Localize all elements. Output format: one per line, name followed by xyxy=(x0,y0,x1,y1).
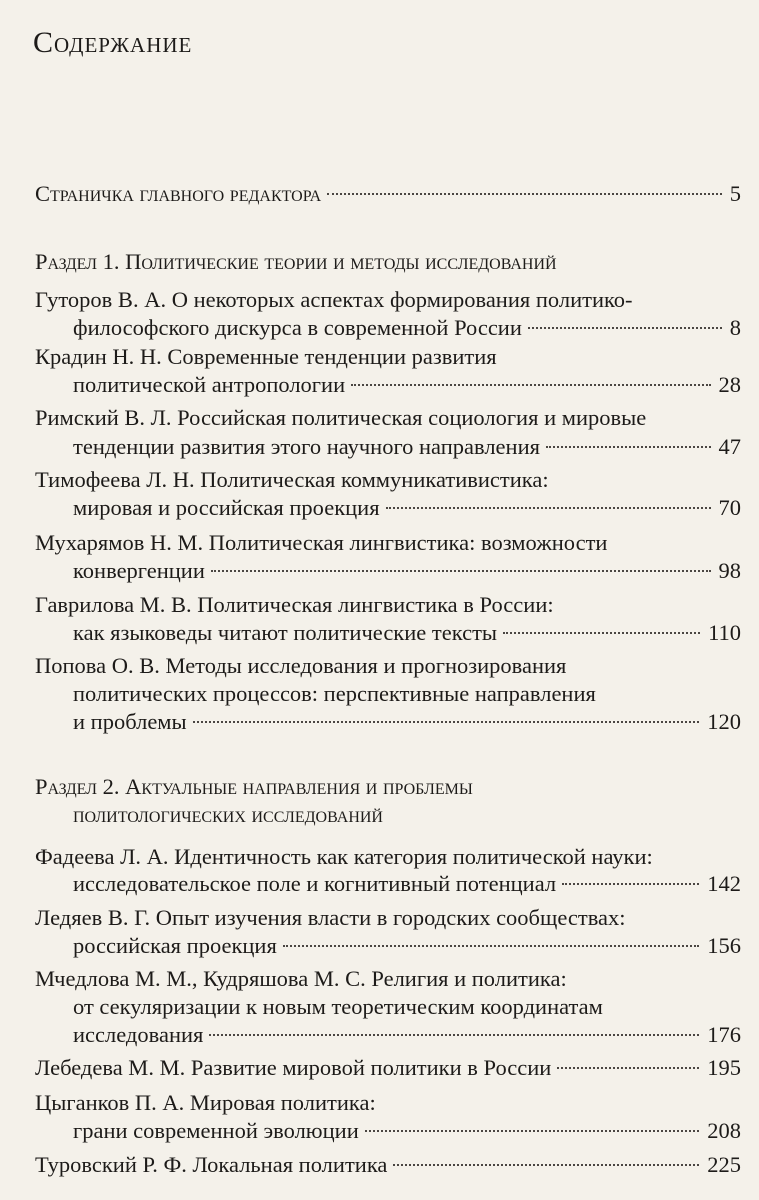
toc-entry-3-line-2[interactable] xyxy=(73,433,741,461)
dot-leader xyxy=(327,193,722,195)
dot-leader xyxy=(211,570,711,572)
page-number: 5 xyxy=(729,181,741,206)
toc-entry-5-line-2[interactable] xyxy=(73,557,741,585)
entry-title: как языковеды читают политические тексты xyxy=(73,620,498,645)
entry-title: тенденции развития этого научного направления xyxy=(73,434,540,459)
entry-title: исследования xyxy=(73,1022,204,1047)
dot-leader xyxy=(503,632,700,634)
entry-title: философского дискурса в современной России xyxy=(73,315,522,340)
toc-entry-9-line-2[interactable] xyxy=(73,932,741,960)
toc-entry-7-line-2[interactable]: политических процессов: перспективные направления xyxy=(73,681,596,706)
toc-entry-2-line-1[interactable]: Крадин Н. Н. Современные тенденции развития xyxy=(35,344,497,369)
entry-title: мировая и российская проекция xyxy=(73,495,380,520)
entry-title: исследовательское поле и когнитивный потенциал xyxy=(73,871,557,896)
page-number: 70 xyxy=(718,495,741,520)
dot-leader xyxy=(351,384,710,386)
toc-entry-10-line-3[interactable] xyxy=(73,1021,741,1049)
dot-leader xyxy=(209,1034,699,1036)
page-number: 28 xyxy=(718,372,741,397)
dot-leader xyxy=(528,327,722,329)
toc-entry-7-line-1[interactable]: Попова О. В. Методы исследования и прогнозирования xyxy=(35,653,567,678)
toc-entry-10-line-1[interactable]: Мчедлова М. М., Кудряшова М. С. Религия и политика: xyxy=(35,966,567,991)
toc-entry-8-line-1[interactable]: Фадеева Л. А. Идентичность как категория политической науки: xyxy=(35,844,653,869)
page-number: 176 xyxy=(707,1022,741,1047)
toc-entry-2-line-2[interactable] xyxy=(73,371,741,399)
entry-title: конвергенции xyxy=(73,558,205,583)
toc-entry-6-line-1[interactable]: Гаврилова М. В. Политическая лингвистика в России: xyxy=(35,592,554,617)
toc-entry-1-line-1[interactable]: Гуторов В. А. О некоторых аспектах формирования политико- xyxy=(35,287,633,312)
page-title: Содержание xyxy=(33,26,193,59)
toc-entry-4-line-1[interactable]: Тимофеева Л. Н. Политическая коммуникативистика: xyxy=(35,467,549,492)
dot-leader xyxy=(365,1130,700,1132)
dot-leader xyxy=(557,1067,699,1069)
entry-title: и проблемы xyxy=(73,709,187,734)
page-number: 120 xyxy=(707,709,741,734)
page-number: 142 xyxy=(707,871,741,896)
page-number: 225 xyxy=(707,1152,741,1177)
toc-entry-4-line-2[interactable] xyxy=(73,494,741,522)
dot-leader xyxy=(193,721,700,723)
toc-entry-8-line-2[interactable] xyxy=(73,870,741,898)
page-number: 98 xyxy=(718,558,741,583)
toc-entry-1-line-2[interactable] xyxy=(73,314,741,342)
entry-title: российская проекция xyxy=(73,933,277,958)
toc-entry-12-line-2[interactable] xyxy=(73,1117,741,1145)
toc-entry-9-line-1[interactable]: Ледяев В. Г. Опыт изучения власти в городских сообществах: xyxy=(35,905,626,930)
dot-leader xyxy=(283,945,699,947)
section-1-heading: Раздел 1. Политические теории и методы исследований xyxy=(35,249,557,274)
dot-leader xyxy=(386,507,711,509)
section-2-heading-line-2: политологических исследований xyxy=(73,802,383,827)
entry-title: политической антропологии xyxy=(73,372,346,397)
dot-leader xyxy=(562,883,699,885)
entry-title: грани современной эволюции xyxy=(73,1118,359,1143)
toc-entry-10-line-2[interactable]: от секуляризации к новым теоретическим координатам xyxy=(73,994,603,1019)
toc-entry-11[interactable] xyxy=(35,1054,741,1082)
dot-leader xyxy=(546,446,711,448)
page-number: 8 xyxy=(729,315,741,340)
entry-title: Туровский Р. Ф. Локальная политика xyxy=(35,1152,388,1177)
entry-title: Страничка главного редактора xyxy=(35,181,322,206)
entry-title: Лебедева М. М. Развитие мировой политики в России xyxy=(35,1055,552,1080)
dot-leader xyxy=(393,1164,699,1166)
toc-entry-3-line-1[interactable]: Римский В. Л. Российская политическая социология и мировые xyxy=(35,405,647,430)
section-2-heading-line-1: Раздел 2. Актуальные направления и проблемы xyxy=(35,774,473,799)
page-number: 156 xyxy=(707,933,741,958)
toc-entry-6-line-2[interactable] xyxy=(73,619,741,647)
toc-entry-7-line-3[interactable] xyxy=(73,708,741,736)
toc-entry-5-line-1[interactable]: Мухарямов Н. М. Политическая лингвистика: возможности xyxy=(35,530,608,555)
page-number: 110 xyxy=(708,620,741,645)
toc-entry-editor-page[interactable] xyxy=(35,180,741,208)
page-number: 47 xyxy=(718,434,741,459)
page-number: 208 xyxy=(707,1118,741,1143)
toc-entry-12-line-1[interactable]: Цыганков П. А. Мировая политика: xyxy=(35,1090,376,1115)
toc-entry-13[interactable] xyxy=(35,1151,741,1179)
page-number: 195 xyxy=(707,1055,741,1080)
